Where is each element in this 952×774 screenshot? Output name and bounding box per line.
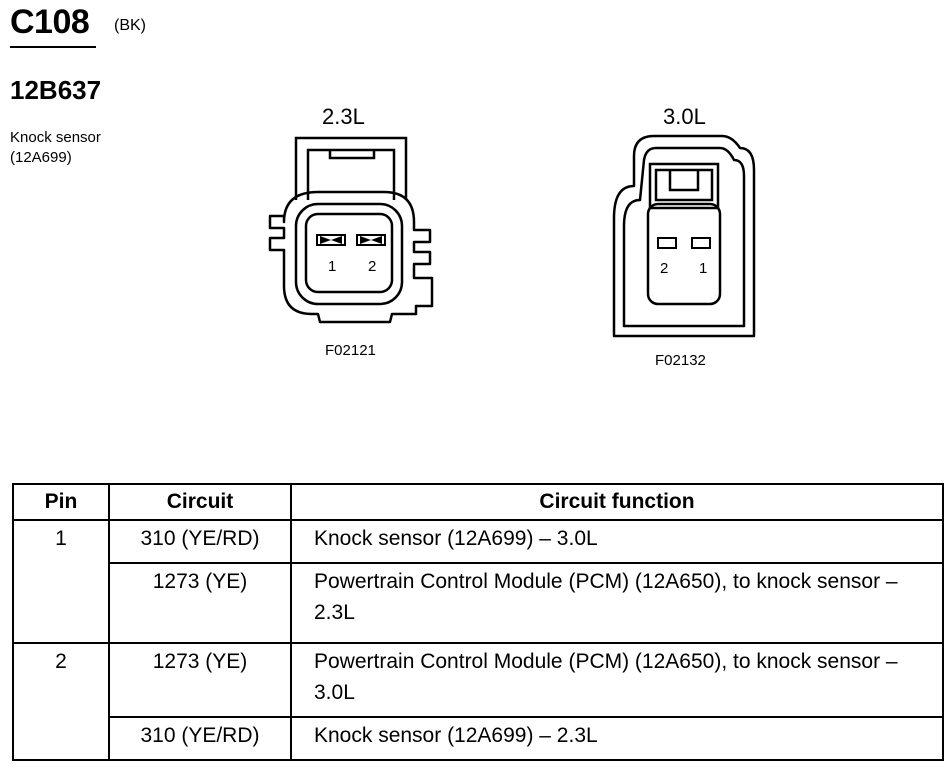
connector-2-3l-drawing	[262, 130, 442, 330]
component-part-number: (12A699)	[10, 149, 72, 166]
column-header-circuit: Circuit	[109, 484, 291, 520]
engine-label-3-0l: 3.0L	[663, 104, 706, 129]
table-row	[13, 717, 943, 760]
circuit-cell: 310 (YE/RD)	[109, 520, 291, 563]
pin-label: 2	[368, 258, 377, 275]
terminal-icon	[357, 235, 385, 245]
terminal-icon	[658, 238, 676, 248]
pin-label: 2	[660, 260, 669, 277]
column-header-pin: Pin	[13, 484, 109, 520]
circuit-cell: 1273 (YE)	[109, 643, 291, 717]
function-cell: Powertrain Control Module (PCM) (12A650), to knock sensor – 2.3L	[291, 563, 943, 643]
pin-cell: 1	[13, 520, 109, 643]
table-row	[13, 643, 943, 717]
connector-3-0l-drawing	[604, 130, 774, 350]
engine-label-2-3l: 2.3L	[322, 104, 365, 129]
connector-id-underline	[10, 46, 96, 48]
table-row	[13, 563, 943, 643]
pin-label: 1	[328, 258, 337, 275]
function-cell: Powertrain Control Module (PCM) (12A650), to knock sensor – 3.0L	[291, 643, 943, 717]
terminal-icon	[317, 235, 345, 245]
connector-color: (BK)	[114, 17, 146, 34]
table-row	[13, 520, 943, 563]
function-cell: Knock sensor (12A699) – 3.0L	[291, 520, 943, 563]
terminal-icon	[692, 238, 710, 248]
column-header-circuit-function: Circuit function	[291, 484, 943, 520]
pin-cell: 2	[13, 643, 109, 760]
pin-table	[12, 483, 944, 761]
circuit-cell: 310 (YE/RD)	[109, 717, 291, 760]
component-name: Knock sensor	[10, 129, 101, 146]
figure-id-2-3l: F02121	[325, 342, 376, 359]
part-number: 12B637	[10, 75, 102, 105]
figure-id-3-0l: F02132	[655, 352, 706, 369]
circuit-cell: 1273 (YE)	[109, 563, 291, 643]
table-header-row	[13, 484, 943, 520]
pin-label: 1	[699, 260, 708, 277]
connector-id: C108	[10, 3, 90, 41]
function-cell: Knock sensor (12A699) – 2.3L	[291, 717, 943, 760]
